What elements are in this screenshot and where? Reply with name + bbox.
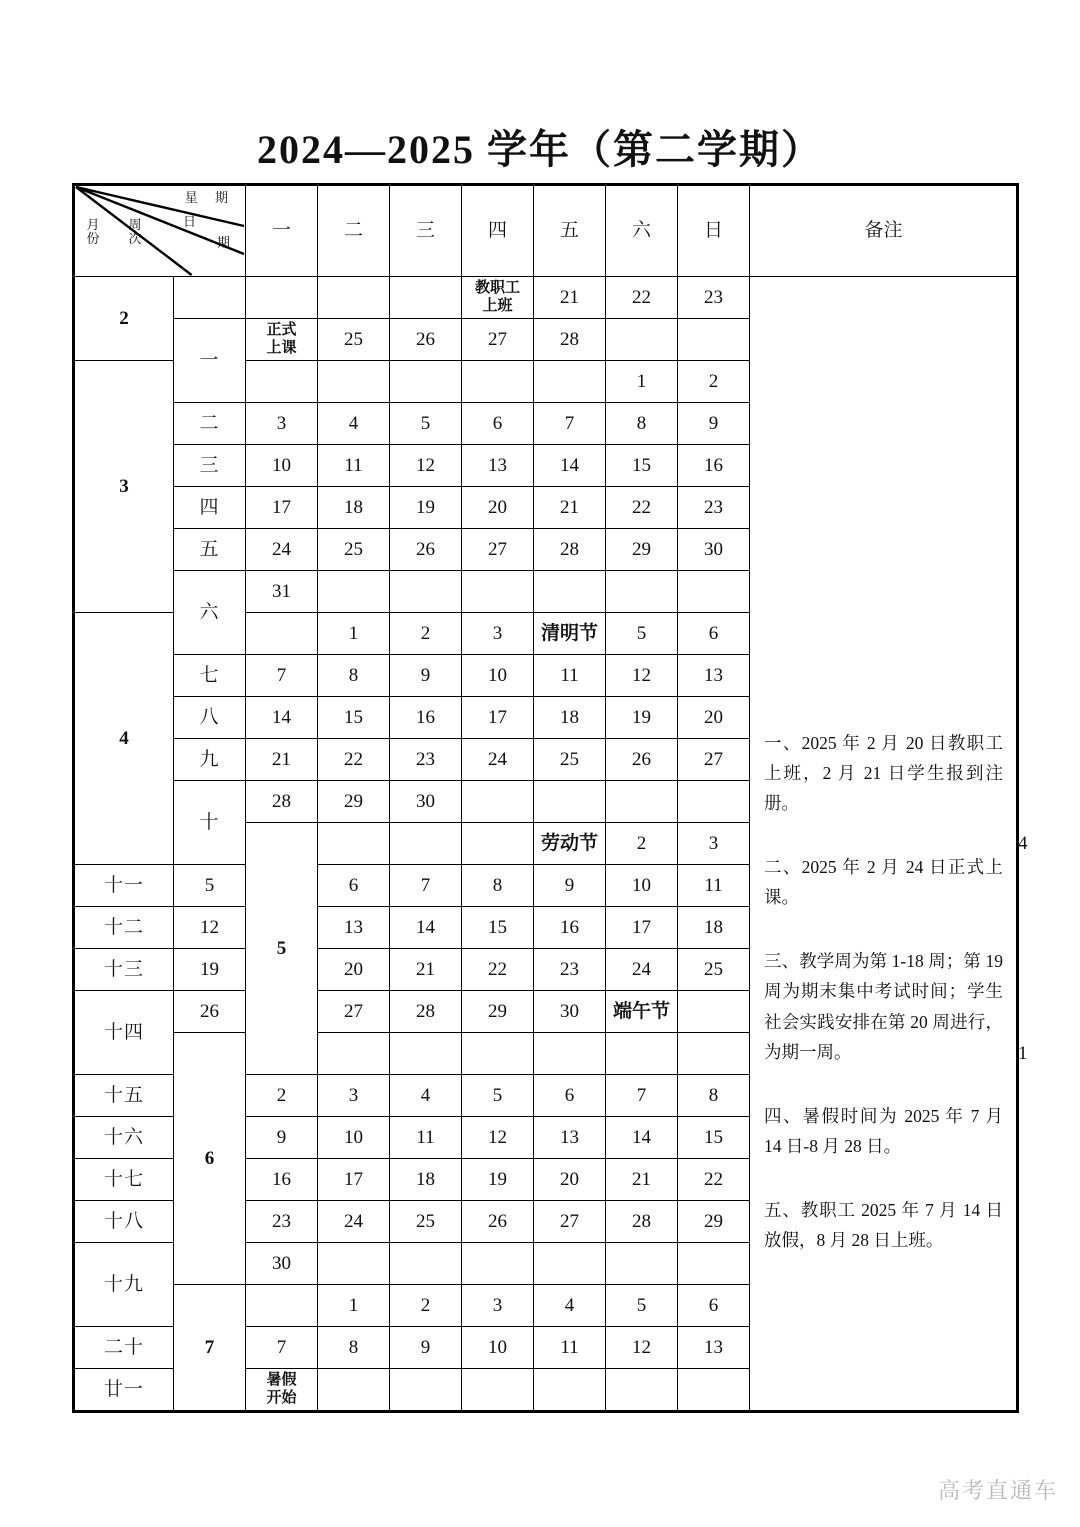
weekday-header-mon: 一	[246, 185, 318, 277]
day-cell-mon	[318, 1033, 390, 1075]
day-cell-tue: 4	[318, 403, 390, 445]
day-cell-sun: 13	[678, 1327, 750, 1369]
day-cell-mon	[246, 1285, 318, 1327]
week-number-cell: 十八	[74, 1201, 174, 1243]
day-cell-thu: 15	[462, 907, 534, 949]
page-title: 2024—2025 学年（第二学期）	[257, 127, 823, 172]
day-cell-sat: 17	[606, 907, 678, 949]
day-cell-wed	[462, 823, 534, 865]
day-cell-sun: 15	[678, 1117, 750, 1159]
day-cell-fri: 18	[534, 697, 606, 739]
day-cell-sun: 6	[678, 613, 750, 655]
day-cell-sun: 2	[678, 361, 750, 403]
day-cell-sat: 5	[606, 1285, 678, 1327]
day-cell-sat	[606, 1243, 678, 1285]
day-cell-tue: 13	[318, 907, 390, 949]
day-cell-fri: 25	[534, 739, 606, 781]
day-cell-fri: 20	[534, 1159, 606, 1201]
day-cell-mon: 28	[246, 781, 318, 823]
day-cell-fri: 14	[534, 445, 606, 487]
day-cell-thu: 17	[462, 697, 534, 739]
day-cell-fri: 11	[534, 655, 606, 697]
day-cell-wed	[390, 571, 462, 613]
week-number-cell: 二十	[74, 1327, 174, 1369]
day-cell-tue	[318, 277, 390, 319]
day-cell-sat: 12	[606, 655, 678, 697]
week-number-cell: 十二	[74, 907, 174, 949]
day-cell-wed: 23	[390, 739, 462, 781]
day-cell-mon: 10	[246, 445, 318, 487]
day-cell-fri: 6	[534, 1075, 606, 1117]
weekday-header-sun: 日	[678, 185, 750, 277]
day-cell-thu: 10	[462, 655, 534, 697]
weekday-header-thu: 四	[462, 185, 534, 277]
month-cell: 5	[246, 823, 318, 1075]
day-cell-fri: 28	[534, 529, 606, 571]
day-cell-tue: 22	[318, 739, 390, 781]
day-cell-wed: 5	[390, 403, 462, 445]
event-cell-thu: 劳动节	[534, 823, 606, 865]
day-cell-wed: 2	[390, 613, 462, 655]
day-cell-mon	[318, 823, 390, 865]
day-cell-mon: 7	[246, 655, 318, 697]
day-cell-sun: 27	[678, 739, 750, 781]
day-cell-sat: 10	[606, 865, 678, 907]
day-cell-mon: 5	[174, 865, 246, 907]
corner-label-weeknum-line2: 次	[128, 231, 142, 247]
event-text-line: 开始	[266, 1389, 297, 1406]
day-cell-mon: 14	[246, 697, 318, 739]
day-cell-thu	[534, 1033, 606, 1075]
week-number-cell: 十六	[74, 1117, 174, 1159]
week-number-cell: 廿一	[74, 1369, 174, 1412]
month-cell: 6	[174, 1033, 246, 1285]
day-cell-mon: 3	[246, 403, 318, 445]
day-cell-thu: 6	[462, 403, 534, 445]
week-number-cell	[174, 277, 246, 319]
day-cell-thu: 22	[462, 949, 534, 991]
day-cell-sun: 20	[678, 697, 750, 739]
week-number-cell: 九	[174, 739, 246, 781]
day-cell-thu: 19	[462, 1159, 534, 1201]
corner-label-month-line1: 月	[86, 217, 100, 232]
day-cell-fri: 4	[534, 1285, 606, 1327]
day-cell-sat: 28	[606, 1201, 678, 1243]
calendar-week-row: 5 劳动节 2 3 4	[74, 823, 1018, 865]
day-cell-sat: 29	[606, 529, 678, 571]
day-cell-fri	[534, 361, 606, 403]
day-cell-fri: 21	[534, 487, 606, 529]
day-cell-sat: 3	[678, 823, 750, 865]
month-cell: 7	[174, 1285, 246, 1412]
day-cell-tue: 11	[318, 445, 390, 487]
day-cell-fri	[606, 1033, 678, 1075]
day-cell-sat: 5	[606, 613, 678, 655]
week-number-cell: 十四	[74, 991, 174, 1075]
day-cell-sat: 8	[606, 403, 678, 445]
day-cell-thu: 5	[462, 1075, 534, 1117]
day-cell-sun	[678, 1243, 750, 1285]
week-number-cell: 五	[174, 529, 246, 571]
note-item: 四、暑假时间为 2025 年 7 月 14 日-8 月 28 日。	[764, 1105, 1003, 1156]
day-cell-wed: 9	[390, 1327, 462, 1369]
day-cell-fri: 28	[534, 319, 606, 361]
day-cell-sat: 22	[606, 487, 678, 529]
day-cell-fri: 11	[534, 1327, 606, 1369]
day-cell-tue: 1	[318, 1285, 390, 1327]
notes-content	[750, 398, 1017, 1255]
day-cell-fri	[534, 571, 606, 613]
day-cell-sat	[678, 1033, 750, 1075]
day-cell-sun	[678, 781, 750, 823]
day-cell-mon: 26	[174, 991, 246, 1033]
day-cell-wed: 16	[390, 697, 462, 739]
day-cell-tue	[318, 361, 390, 403]
day-cell-sat	[606, 571, 678, 613]
day-cell-sat	[606, 781, 678, 823]
day-cell-thu: 20	[462, 487, 534, 529]
event-cell-mon	[246, 1369, 318, 1412]
day-cell-tue	[318, 1243, 390, 1285]
academic-calendar-table	[72, 183, 1028, 1413]
day-cell-mon: 17	[246, 487, 318, 529]
day-cell-tue: 8	[318, 1327, 390, 1369]
day-cell-sun: 25	[678, 949, 750, 991]
day-cell-sun: 11	[678, 865, 750, 907]
day-cell-sat	[606, 1369, 678, 1412]
day-cell-fri: 30	[534, 991, 606, 1033]
week-number-cell: 七	[174, 655, 246, 697]
day-cell-mon: 24	[246, 529, 318, 571]
notes-header: 备注	[750, 185, 1018, 277]
day-cell-wed: 30	[390, 781, 462, 823]
day-cell-thu: 27	[462, 319, 534, 361]
week-number-cell: 八	[174, 697, 246, 739]
day-cell-mon	[246, 277, 318, 319]
corner-label-date-1: 日	[182, 214, 197, 229]
day-cell-tue	[390, 1033, 462, 1075]
day-cell-wed: 9	[390, 655, 462, 697]
day-cell-mon	[246, 613, 318, 655]
day-cell-sat: 21	[606, 1159, 678, 1201]
calendar-week-row: 6 1	[74, 1033, 1018, 1075]
day-cell-tue: 8	[318, 655, 390, 697]
day-cell-thu: 26	[462, 1201, 534, 1243]
week-number-cell: 四	[174, 487, 246, 529]
table-header-row	[74, 185, 1018, 277]
day-cell-tue	[318, 571, 390, 613]
day-cell-mon: 7	[246, 1327, 318, 1369]
day-cell-sun: 6	[678, 1285, 750, 1327]
day-cell-sat: 24	[606, 949, 678, 991]
day-cell-fri: 23	[534, 949, 606, 991]
event-cell-fri: 清明节	[534, 613, 606, 655]
week-number-cell: 十	[174, 781, 246, 865]
day-cell-thu: 27	[462, 529, 534, 571]
event-cell-thu	[462, 277, 534, 319]
notes-cell	[750, 277, 1018, 1412]
note-item: 三、教学周为第 1-18 周；第 19 周为期末集中考试时间；学生社会实践安排在第 20 周进行，为期一周。	[764, 951, 1003, 1062]
day-cell-sun: 18	[678, 907, 750, 949]
week-number-cell: 六	[174, 571, 246, 655]
event-text-line: 上班	[482, 297, 513, 314]
day-cell-fri	[534, 781, 606, 823]
day-cell-wed: 28	[390, 991, 462, 1033]
day-cell-mon: 31	[246, 571, 318, 613]
day-cell-sun: 23	[678, 277, 750, 319]
day-cell-sat: 19	[606, 697, 678, 739]
day-cell-tue: 20	[318, 949, 390, 991]
month-cell: 3	[74, 361, 174, 613]
day-cell-tue: 29	[318, 781, 390, 823]
week-number-cell: 二	[174, 403, 246, 445]
day-cell-tue: 10	[318, 1117, 390, 1159]
day-cell-wed: 4	[390, 1075, 462, 1117]
day-cell-sun: 29	[678, 1201, 750, 1243]
month-cell: 4	[74, 613, 174, 865]
day-cell-mon: 30	[246, 1243, 318, 1285]
event-text-line: 正式	[266, 322, 297, 339]
day-cell-sat: 26	[606, 739, 678, 781]
day-cell-wed: 21	[390, 949, 462, 991]
day-cell-mon: 21	[246, 739, 318, 781]
day-cell-fri: 13	[534, 1117, 606, 1159]
day-cell-sun	[678, 571, 750, 613]
day-cell-thu: 8	[462, 865, 534, 907]
day-cell-fri	[534, 1369, 606, 1412]
day-cell-thu: 24	[462, 739, 534, 781]
week-number-cell: 十七	[74, 1159, 174, 1201]
day-cell-fri: 9	[534, 865, 606, 907]
day-cell-sun: 9	[678, 403, 750, 445]
day-cell-sun: 22	[678, 1159, 750, 1201]
event-text-line: 暑假	[266, 1372, 297, 1389]
day-cell-tue: 1	[318, 613, 390, 655]
week-number-cell: 一	[174, 319, 246, 403]
note-item: 一、2025 年 2 月 20 日教职工上班，2 月 21 日学生报到注册。	[764, 732, 1003, 814]
week-number-cell: 三	[174, 445, 246, 487]
day-cell-sun: 8	[678, 1075, 750, 1117]
day-cell-sun: 23	[678, 487, 750, 529]
day-cell-thu	[462, 361, 534, 403]
day-cell-sat: 14	[606, 1117, 678, 1159]
corner-label-weeknum	[127, 218, 143, 246]
day-cell-tue: 25	[318, 529, 390, 571]
event-cell-mon	[246, 319, 318, 361]
corner-label-date-2: 期	[216, 235, 231, 250]
notes-top-spacer	[764, 398, 1003, 728]
day-cell-tue: 25	[318, 319, 390, 361]
calendar-table-wrapper	[72, 183, 1028, 1413]
day-cell-tue: 27	[318, 991, 390, 1033]
day-cell-thu	[462, 781, 534, 823]
event-cell-sat: 端午节	[606, 991, 678, 1033]
day-cell-mon	[246, 361, 318, 403]
event-text-line: 上课	[266, 339, 297, 356]
corner-label-month-line2: 份	[86, 231, 100, 247]
day-cell-sat: 22	[606, 277, 678, 319]
day-cell-sun: 16	[678, 445, 750, 487]
day-cell-mon: 16	[246, 1159, 318, 1201]
day-cell-fri: 7	[534, 403, 606, 445]
day-cell-fri: 27	[534, 1201, 606, 1243]
day-cell-sun	[678, 991, 750, 1033]
day-cell-wed	[390, 1369, 462, 1412]
day-cell-wed: 25	[390, 1201, 462, 1243]
day-cell-mon: 12	[174, 907, 246, 949]
day-cell-sun	[678, 1369, 750, 1412]
day-cell-mon: 19	[174, 949, 246, 991]
day-cell-wed	[390, 361, 462, 403]
note-item: 五、教职工 2025 年 7 月 14 日放假，8 月 28 日上班。	[764, 1199, 1003, 1251]
day-cell-mon: 23	[246, 1201, 318, 1243]
day-cell-tue: 18	[318, 487, 390, 529]
day-cell-mon: 9	[246, 1117, 318, 1159]
week-number-cell: 十五	[74, 1075, 174, 1117]
day-cell-sat: 1	[606, 361, 678, 403]
day-cell-sat: 15	[606, 445, 678, 487]
day-cell-wed	[390, 1243, 462, 1285]
weekday-header-tue: 二	[318, 185, 390, 277]
day-cell-wed: 19	[390, 487, 462, 529]
day-cell-thu: 3	[462, 613, 534, 655]
day-cell-sun: 13	[678, 655, 750, 697]
corner-label-month	[85, 218, 101, 246]
day-cell-wed: 14	[390, 907, 462, 949]
day-cell-wed	[462, 1033, 534, 1075]
day-cell-sat: 12	[606, 1327, 678, 1369]
day-cell-mon: 2	[246, 1075, 318, 1117]
day-cell-thu: 3	[462, 1285, 534, 1327]
calendar-week-row	[74, 277, 1018, 319]
day-cell-fri: 2	[606, 823, 678, 865]
corner-label-weeknum-line1: 周	[128, 217, 142, 232]
week-number-cell: 十九	[74, 1243, 174, 1327]
weekday-header-fri: 五	[534, 185, 606, 277]
corner-header-cell	[74, 185, 246, 277]
day-cell-thu: 13	[462, 445, 534, 487]
day-cell-fri: 21	[534, 277, 606, 319]
day-cell-tue: 24	[318, 1201, 390, 1243]
month-cell: 2	[74, 277, 174, 361]
weekday-header-sat: 六	[606, 185, 678, 277]
day-cell-wed: 7	[390, 865, 462, 907]
day-cell-thu	[462, 1243, 534, 1285]
day-cell-tue	[318, 1369, 390, 1412]
day-cell-tue: 6	[318, 865, 390, 907]
day-cell-wed: 11	[390, 1117, 462, 1159]
day-cell-wed	[390, 277, 462, 319]
day-cell-thu: 10	[462, 1327, 534, 1369]
day-cell-wed: 26	[390, 319, 462, 361]
day-cell-sat	[606, 319, 678, 361]
day-cell-thu: 29	[462, 991, 534, 1033]
day-cell-tue	[390, 823, 462, 865]
corner-label-weekday: 星 期	[184, 190, 235, 205]
watermark: 高考直通车	[937, 1478, 1058, 1503]
day-cell-wed: 26	[390, 529, 462, 571]
day-cell-thu	[462, 571, 534, 613]
day-cell-thu: 12	[462, 1117, 534, 1159]
day-cell-tue: 3	[318, 1075, 390, 1117]
day-cell-wed: 18	[390, 1159, 462, 1201]
day-cell-fri	[534, 1243, 606, 1285]
day-cell-sun: 30	[678, 529, 750, 571]
weekday-header-wed: 三	[390, 185, 462, 277]
day-cell-fri: 16	[534, 907, 606, 949]
week-number-cell: 十一	[74, 865, 174, 907]
day-cell-sun	[678, 319, 750, 361]
day-cell-wed: 2	[390, 1285, 462, 1327]
day-cell-tue: 15	[318, 697, 390, 739]
day-cell-tue: 17	[318, 1159, 390, 1201]
day-cell-wed: 12	[390, 445, 462, 487]
day-cell-thu	[462, 1369, 534, 1412]
day-cell-sat: 7	[606, 1075, 678, 1117]
note-item: 二、2025 年 2 月 24 日正式上课。	[764, 857, 1003, 908]
event-text-line: 教职工	[474, 280, 520, 297]
week-number-cell: 十三	[74, 949, 174, 991]
